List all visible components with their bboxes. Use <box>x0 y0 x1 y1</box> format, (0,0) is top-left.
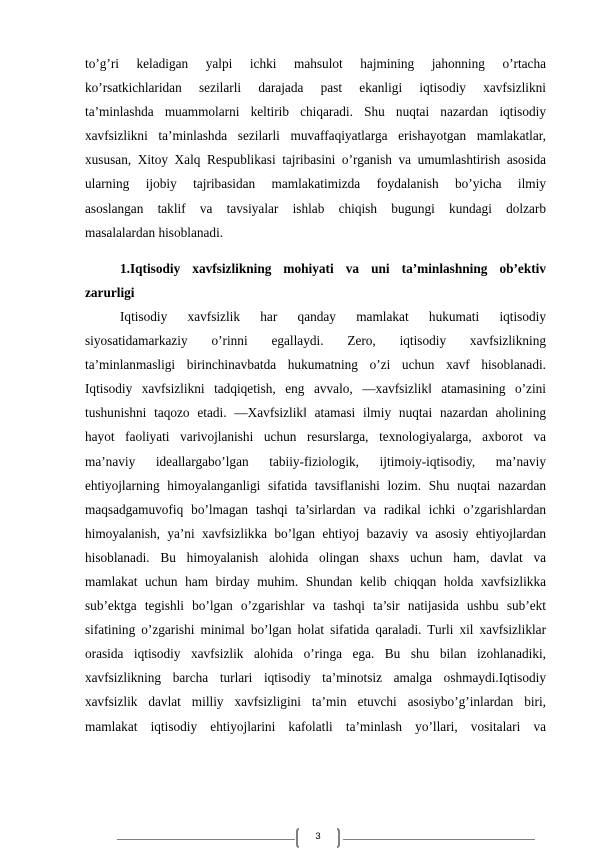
text-line: ko’rsatkichlaridan sezilarli darajada past ekanligi iqtisodiy xavfsizlikni <box>85 80 546 96</box>
text-line: siyosatidamarkaziy o’rinni egallaydi. Zero, iqtisodiy xavfsizlikning <box>85 333 546 349</box>
page-number: 3 <box>315 831 321 842</box>
text-line: himoyalanish, ya’ni xavfsizlikka bo’lgan ehtiyoj bazaviy va asosiy ehtiyojlardan <box>85 525 546 541</box>
text-line: orasida iqtisodiy xavfsizlik alohida o’ringa ega. Bu shu bilan izohlanadiki, <box>85 646 546 662</box>
text-line: hayot faoliyati varivojlanishi uchun resurslarga, texnologiyalarga, axborot va <box>85 429 546 445</box>
section-heading <box>85 257 546 305</box>
heading-line: zarurligi <box>85 284 135 300</box>
heading-line: 1.Iqtisodiy xavfsizlikning mohiyati va uni ta’minlashning ob’ektiv <box>120 260 546 276</box>
text-line: mamlakat uchun ham birday muhim. Shundan kelib chiqqan holda xavfsizlikka <box>85 573 546 589</box>
page-number-bracket-right <box>337 828 340 848</box>
page-footer <box>0 800 595 840</box>
text-line: xavfsizlik davlat milliy xavfsizligini ta’min etuvchi asosiybo’g’inlardan biri, <box>85 694 546 710</box>
footer-rule-right <box>343 839 535 840</box>
text-line: ma’naviy ideallargabo’lgan tabiiy-fiziologik, ijtimoiy-iqtisodiy, ma’naviy <box>85 453 546 469</box>
intro-paragraph <box>85 52 546 245</box>
text-line: asoslangan taklif va tavsiyalar ishlab chiqish bugungi kundagi dolzarb <box>85 200 546 216</box>
text-line: xavfsizlikni ta’minlashda sezilarli muvaffaqiyatlarga erishayotgan mamlakatlar, <box>85 128 546 144</box>
text-line: xavfsizlikning barcha turlari iqtisodiy ta’minotsiz amalga oshmaydi.Iqtisodiy <box>85 670 546 686</box>
text-line: ta’minlashda muammolarni keltirib chiqaradi. Shu nuqtai nazardan iqtisodiy <box>85 104 546 120</box>
body-paragraph <box>85 305 546 739</box>
text-line: Iqtisodiy xavfsizlikni tadqiqetish, eng avvalo, ―xavfsizlik‖ atamasining o’zini <box>85 381 546 397</box>
footer-rule-left <box>117 839 295 840</box>
text-line: masalalardan hisoblanadi. <box>85 224 224 240</box>
paragraph-gap <box>85 245 546 257</box>
text-line: mamlakat iqtisodiy ehtiyojlarini kafolatli ta’minlash yo’llari, vositalari va <box>85 718 546 734</box>
document-page <box>85 52 546 739</box>
page-number-bracket-left <box>296 828 299 848</box>
text-line: Iqtisodiy xavfsizlik har qanday mamlakat hukumati iqtisodiy <box>120 308 546 324</box>
text-line: ta’minlanmasligi birinchinavbatda hukumatning o’zi uchun xavf hisoblanadi. <box>85 357 546 373</box>
text-line: ularning ijobiy tajribasidan mamlakatimizda foydalanish bo’yicha ilmiy <box>85 176 546 192</box>
text-line: xususan, Xitoy Xalq Respublikasi tajribasini o’rganish va umumlashtirish asosida <box>85 152 546 168</box>
text-line: maqsadgamuvofiq bo’lmagan tashqi ta’sirlardan va radikal ichki o’zgarishlardan <box>85 501 546 517</box>
text-line: ehtiyojlarning himoyalanganligi sifatida tavsiflanishi lozim. Shu nuqtai nazardan <box>85 477 546 493</box>
text-line: to’g’ri keladigan yalpi ichki mahsulot hajmining jahonning o’rtacha <box>85 56 546 71</box>
text-line: hisoblanadi. Bu himoyalanish alohida olingan shaxs uchun ham, davlat va <box>85 549 546 565</box>
text-line: sub’ektga tegishli bo’lgan o’zgarishlar va tashqi ta’sir natijasida ushbu sub’ekt <box>85 598 546 614</box>
text-line: sifatining o’zgarishi minimal bo’lgan holat sifatida qaraladi. Turli xil xavfsizliklar <box>85 622 546 638</box>
text-line: tushunishni taqozo etadi. ―Xavfsizlik‖ atamasi ilmiy nuqtai nazardan aholining <box>85 405 546 421</box>
